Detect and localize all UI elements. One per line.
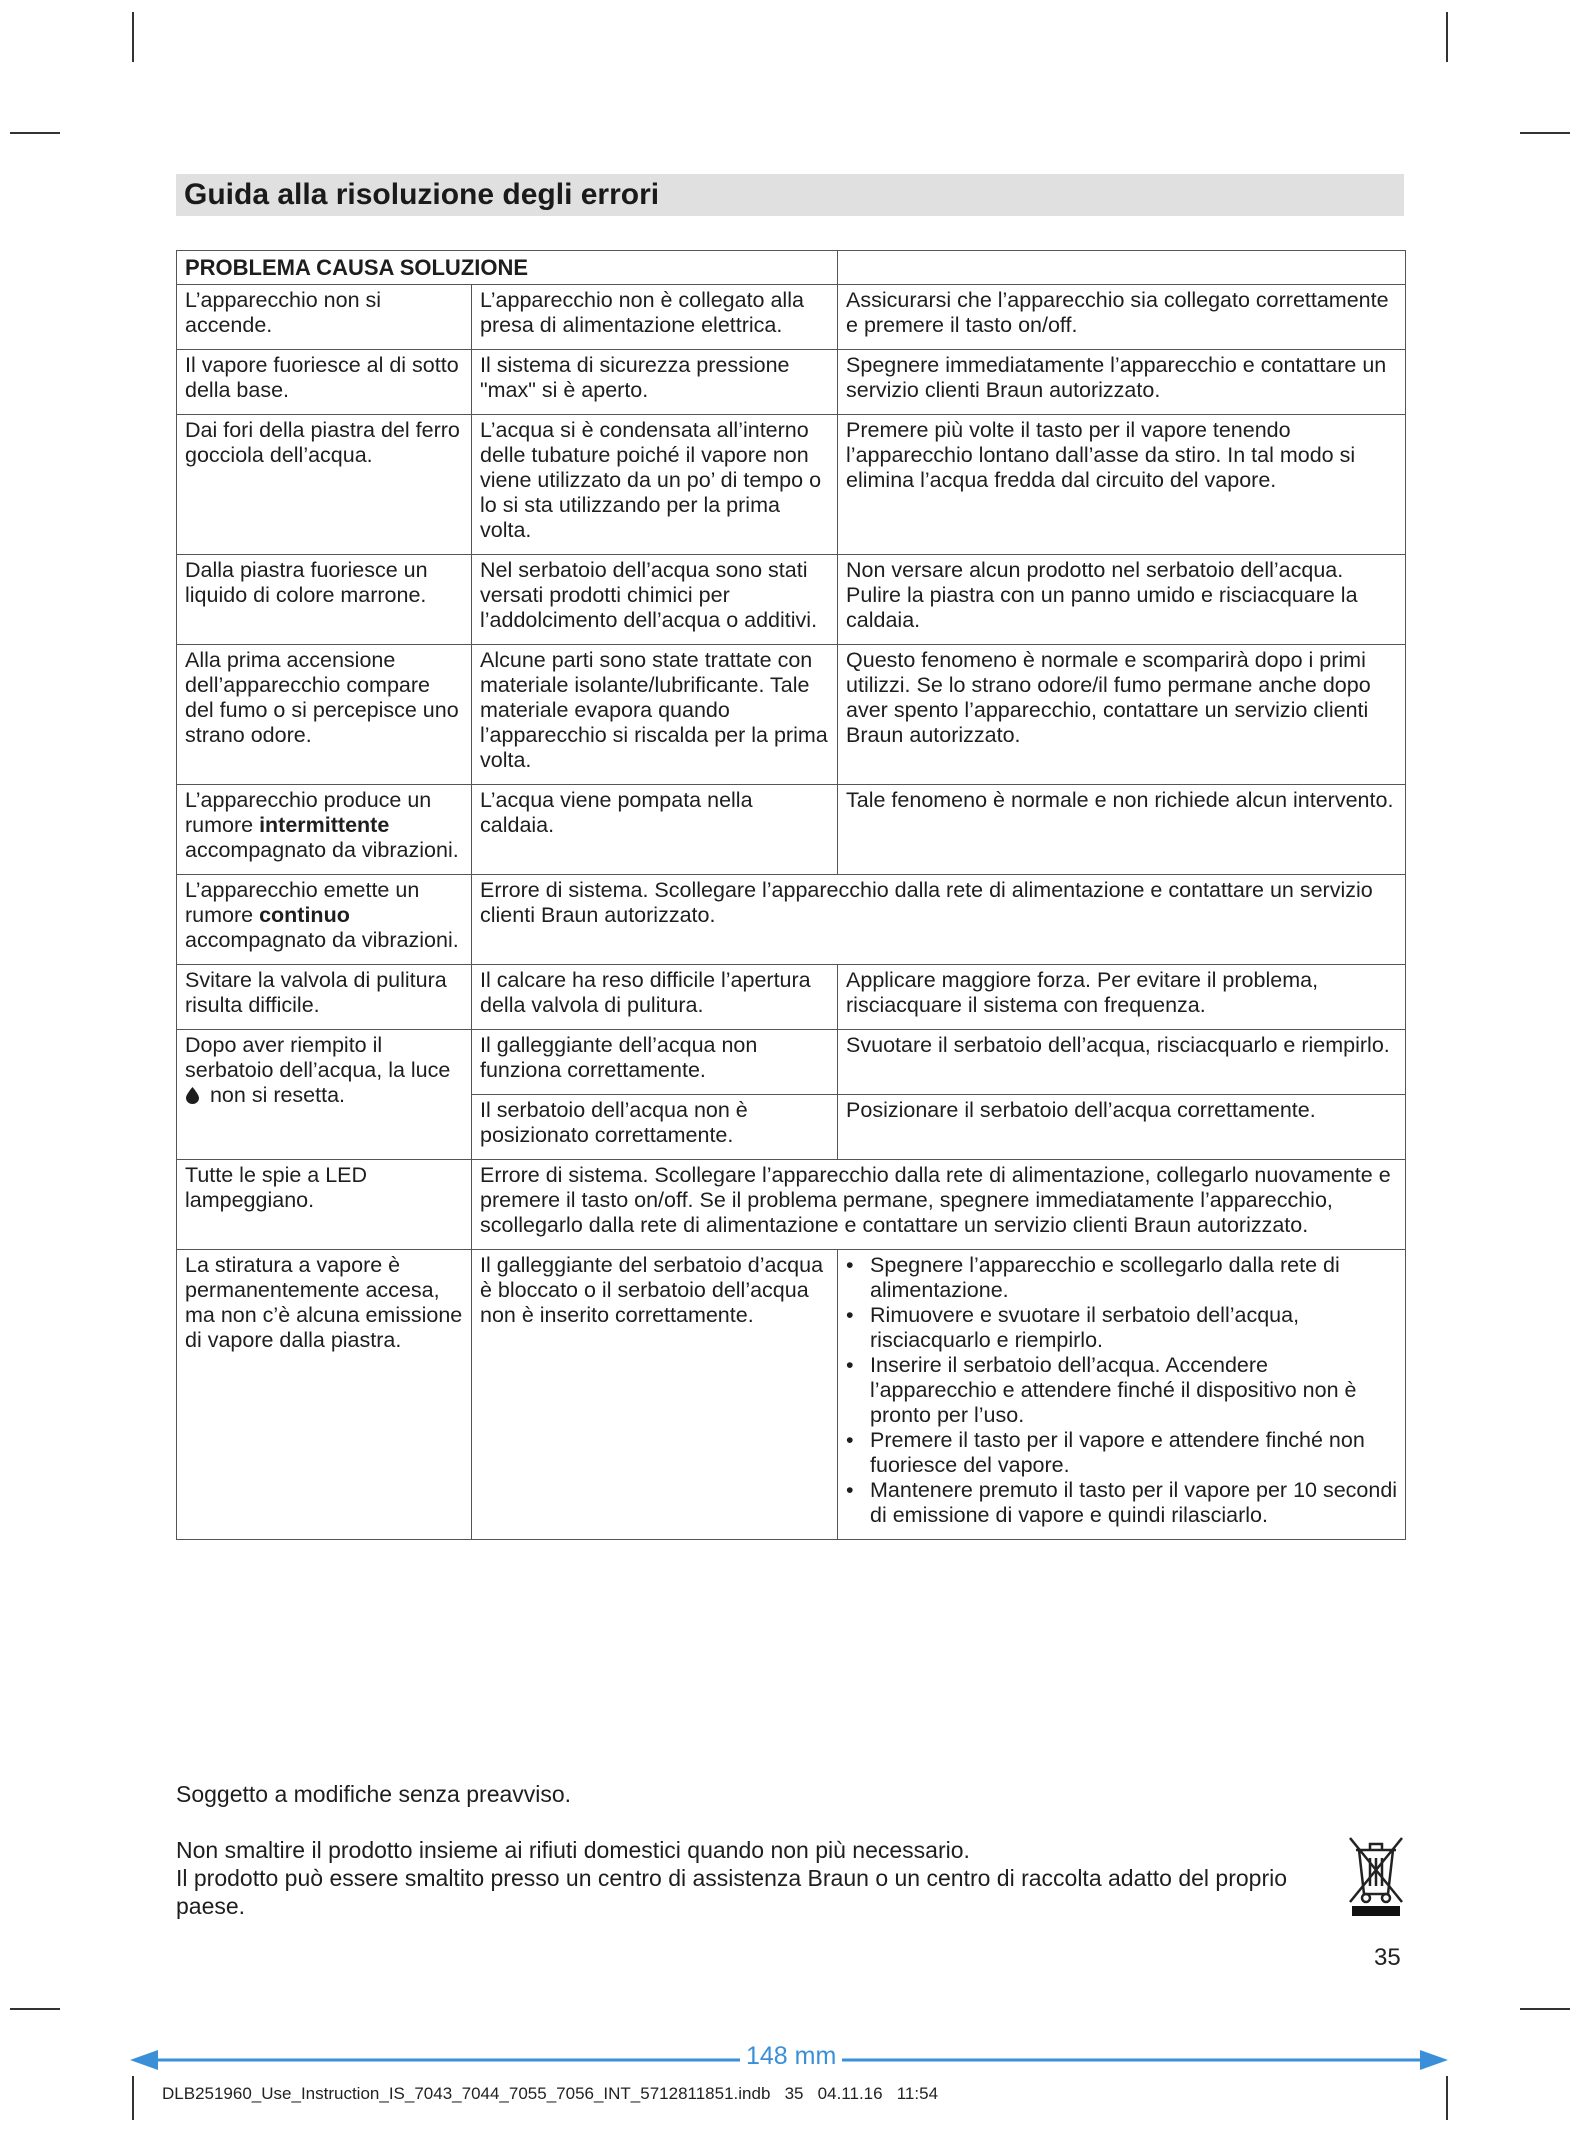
water-drop-icon (185, 1087, 200, 1104)
solution-cell: Svuotare il serbatoio dell’acqua, risciacquarlo e riempirlo. (838, 1030, 1406, 1095)
problem-text-post: accompagnato da vibrazioni. (185, 928, 459, 952)
problem-cell: L’apparecchio non si accende. (177, 285, 472, 350)
table-row (177, 875, 1406, 965)
solution-cell: Spegnere immediatamente l’apparecchio e contattare un servizio clienti Braun autorizzato. (838, 350, 1406, 415)
page-number: 35 (1374, 1944, 1401, 1971)
solution-cell (838, 1250, 1406, 1540)
cause-cell: L’acqua viene pompata nella caldaia. (472, 785, 838, 875)
table-row (177, 415, 1406, 555)
disposal-notice (176, 1836, 1341, 1920)
problem-text-post: non si resetta. (204, 1083, 346, 1107)
dimension-label: 148 mm (740, 2042, 842, 2071)
crop-mark-top-left-v (132, 12, 134, 62)
table-row (177, 555, 1406, 645)
solution-cell: Premere più volte il tasto per il vapore tenendo l’apparecchio lontano dall’asse da stiro. In tal modo si elimina l’acqua fredda dal circuito del vapore. (838, 415, 1406, 555)
problem-cell: Tutte le spie a LED lampeggiano. (177, 1160, 472, 1250)
print-slug: DLB251960_Use_Instruction_IS_7043_7044_7055_7056_INT_5712811851.indb 35 04.11.16 11:54 (162, 2084, 939, 2103)
table-row (177, 1250, 1406, 1540)
solution-bullet: • Rimuovere e svuotare il serbatoio dell’acqua, risciacquarlo e riempirlo. (870, 1303, 1398, 1353)
crop-mark-bottom-right-h (1520, 2008, 1570, 2010)
solution-bullet: • Mantenere premuto il tasto per il vapore per 10 secondi di emissione di vapore e quindi rilasciarlo. (870, 1478, 1398, 1528)
crop-mark-bottom-left-v (132, 2076, 134, 2120)
table-row (177, 645, 1406, 785)
solution-bullet: • Spegnere l’apparecchio e scollegarlo dalla rete di alimentazione. (870, 1253, 1398, 1303)
crop-mark-top-left-h (10, 132, 60, 134)
problem-text-post: accompagnato da vibrazioni. (185, 838, 459, 862)
solution-bullet: • Inserire il serbatoio dell’acqua. Accendere l’apparecchio e attendere finché il dispositivo non è pronto per l’uso. (870, 1353, 1398, 1428)
cause-cell: Alcune parti sono state trattate con materiale isolante/lubrificante. Tale materiale evapora quando l’apparecchio si riscalda per la prima volta. (472, 645, 838, 785)
cause-cell: Il galleggiante del serbatoio d’acqua è bloccato o il serbatoio dell’acqua non è inserito correttamente. (472, 1250, 838, 1540)
cause-cell: L’acqua si è condensata all’interno delle tubature poiché il vapore non viene utilizzato da un po’ di tempo o lo si sta utilizzando per la prima volta. (472, 415, 838, 555)
cause-cell: L’apparecchio non è collegato alla presa di alimentazione elettrica. (472, 285, 838, 350)
solution-cell: Assicurarsi che l’apparecchio sia collegato correttamente e premere il tasto on/off. (838, 285, 1406, 350)
problem-cell (177, 1030, 472, 1160)
problem-cell: Svitare la valvola di pulitura risulta difficile. (177, 965, 472, 1030)
problem-text-bold: continuo (259, 903, 350, 927)
table-header-row (177, 251, 1406, 285)
problem-cell (177, 875, 472, 965)
crop-mark-top-right-h (1520, 132, 1570, 134)
crop-mark-top-right-v (1446, 12, 1448, 62)
problem-cell: Dalla piastra fuoriesce un liquido di colore marrone. (177, 555, 472, 645)
crop-mark-bottom-left-h (10, 2008, 60, 2010)
table-row (177, 350, 1406, 415)
problem-text-bold: intermittente (259, 813, 390, 837)
solution-cell: Posizionare il serbatoio dell’acqua correttamente. (838, 1095, 1406, 1160)
disposal-line-2: Il prodotto può essere smaltito presso un centro di assistenza Braun o un centro di raccolta adatto del proprio paese. (176, 1865, 1288, 1919)
solution-cell: Tale fenomeno è normale e non richiede alcun intervento. (838, 785, 1406, 875)
solution-cell: Questo fenomeno è normale e scomparirà dopo i primi utilizzi. Se lo strano odore/il fumo permane anche dopo aver spento l’apparecchio, contattare un servizio clienti Braun autorizzato. (838, 645, 1406, 785)
change-notice: Soggetto a modifiche senza preavviso. (176, 1781, 572, 1807)
problem-text-pre: L’apparecchio produce un rumore (185, 788, 432, 837)
merged-cause-solution-cell: Errore di sistema. Scollegare l’apparecchio dalla rete di alimentazione e contattare un servizio clienti Braun autorizzato. (472, 875, 1406, 965)
table-header: PROBLEMA CAUSA SOLUZIONE (177, 251, 838, 285)
table-row (177, 965, 1406, 1030)
merged-cause-solution-cell: Errore di sistema. Scollegare l’apparecchio dalla rete di alimentazione, collegarlo nuovamente e premere il tasto on/off. Se il problema permane, spegnere immediatamente l’apparecchio, scollegarlo dalla rete di alimentazione e contattare un servizio clienti Braun autorizzato. (472, 1160, 1406, 1250)
table-row (177, 785, 1406, 875)
problem-cell: La stiratura a vapore è permanentemente accesa, ma non c’è alcuna emissione di vapore dalla piastra. (177, 1250, 472, 1540)
problem-cell: Dai fori della piastra del ferro gocciola dell’acqua. (177, 415, 472, 555)
solution-bullet-list (846, 1253, 1398, 1528)
cause-cell: Il galleggiante dell’acqua non funziona correttamente. (472, 1030, 838, 1095)
problem-cell: Il vapore fuoriesce al di sotto della base. (177, 350, 472, 415)
problem-text-pre: Dopo aver riempito il serbatoio dell’acqua, la luce (185, 1033, 451, 1082)
crop-mark-bottom-right-v (1446, 2076, 1448, 2120)
table-row (177, 285, 1406, 350)
cause-cell: Il serbatoio dell’acqua non è posizionato correttamente. (472, 1095, 838, 1160)
table-row (177, 1030, 1406, 1095)
table-header-empty (838, 251, 1406, 285)
problem-cell (177, 785, 472, 875)
cause-cell: Il calcare ha reso difficile l’apertura della valvola di pulitura. (472, 965, 838, 1030)
page-title: Guida alla risoluzione degli errori (184, 178, 660, 211)
solution-bullet: • Premere il tasto per il vapore e attendere finché non fuoriesce del vapore. (870, 1428, 1398, 1478)
problem-cell: Alla prima accensione dell’apparecchio compare del fumo o si percepisce uno strano odore. (177, 645, 472, 785)
troubleshooting-table (176, 250, 1406, 1540)
title-bar (176, 174, 1404, 216)
table-row (177, 1160, 1406, 1250)
problem-text-pre: L’apparecchio emette un rumore (185, 878, 420, 927)
cause-cell: Nel serbatoio dell’acqua sono stati versati prodotti chimici per l’addolcimento dell’acqua o additivi. (472, 555, 838, 645)
solution-cell: Non versare alcun prodotto nel serbatoio dell’acqua. Pulire la piastra con un panno umido e risciacquare la caldaia. (838, 555, 1406, 645)
weee-crossed-bin-icon (1346, 1834, 1406, 1916)
solution-cell: Applicare maggiore forza. Per evitare il problema, risciacquare il sistema con frequenza. (838, 965, 1406, 1030)
disposal-line-1: Non smaltire il prodotto insieme ai rifiuti domestici quando non più necessario. (176, 1837, 970, 1863)
cause-cell: Il sistema di sicurezza pressione "max" si è aperto. (472, 350, 838, 415)
